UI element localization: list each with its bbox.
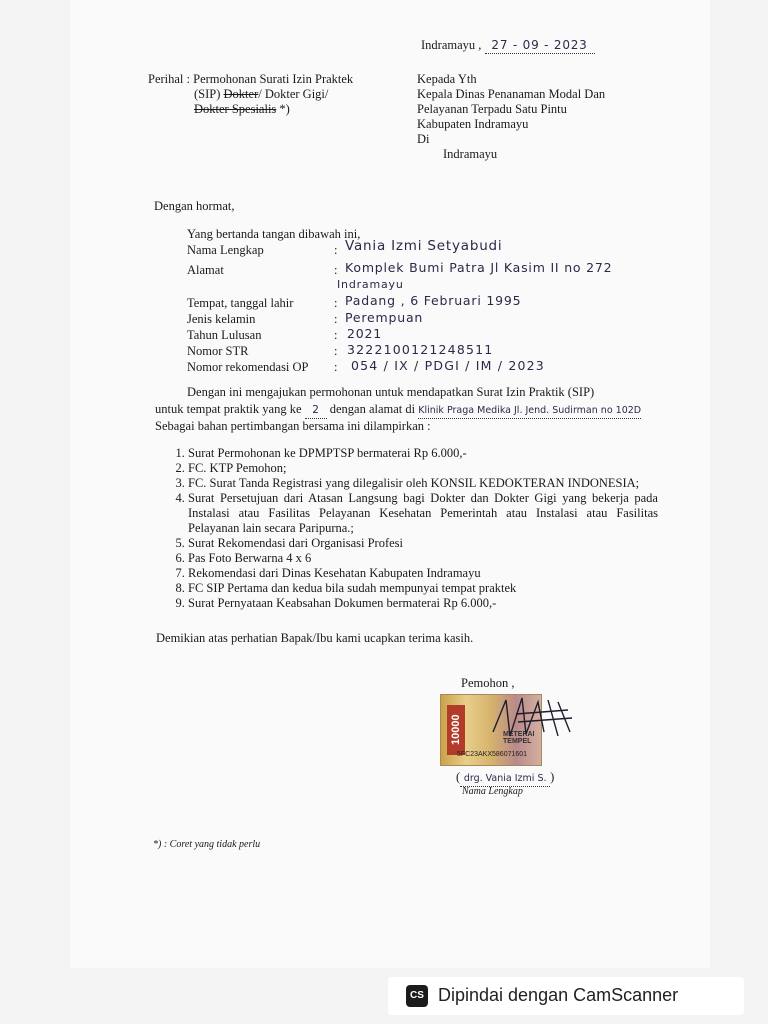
signature-caption: Nama Lengkap xyxy=(462,786,523,797)
stamp-value: 10000 xyxy=(447,705,465,755)
subject-strike-dokter: Dokter xyxy=(223,87,259,101)
closing: Demikian atas perhatian Bapak/Ibu kami ucapkan terima kasih. xyxy=(156,631,474,645)
subject-line2b: / Dokter Gigi/ xyxy=(258,87,329,101)
signature-title: Pemohon , xyxy=(461,676,515,690)
field-colon: : xyxy=(334,328,338,342)
subject-line2a: (SIP) xyxy=(194,87,224,101)
request-line3: Sebagai bahan pertimbangan bersama ini dilampirkan : xyxy=(155,419,431,433)
stamp-serial: 5FC23AKX586071601 xyxy=(457,751,528,758)
field-label: Nomor rekomendasi OP xyxy=(187,360,309,374)
field-label: Alamat xyxy=(187,263,224,277)
recipient-line6: Indramayu xyxy=(443,147,498,161)
recipient-line2: Kepala Dinas Penanaman Modal Dan xyxy=(417,87,606,101)
recipient-line5: Di xyxy=(417,132,430,146)
attachment-item: 3. FC. Surat Tanda Registrasi yang dilegalisir oleh KONSIL KEDOKTERAN INDONESIA; xyxy=(188,476,658,491)
field-value: 3222100121248511 xyxy=(347,342,494,357)
field-value: Indramayu xyxy=(337,278,404,291)
request-line2b: dengan alamat di xyxy=(329,402,416,416)
field-label: Tahun Lulusan xyxy=(187,328,262,342)
camscanner-text: Dipindai dengan CamScanner xyxy=(438,985,679,1005)
intro: Yang bertanda tangan dibawah ini, xyxy=(187,227,361,241)
footnote: *) : Coret yang tidak perlu xyxy=(153,839,261,850)
subject-block xyxy=(148,72,388,117)
attachment-item: 7. Rekomendasi dari Dinas Kesehatan Kabupaten Indramayu xyxy=(188,566,658,581)
field-value: Komplek Bumi Patra Jl Kasim II no 272 xyxy=(345,260,613,275)
signature-scribble xyxy=(488,692,578,742)
attachment-item: 5. Surat Rekomendasi dari Organisasi Profesi xyxy=(188,536,658,551)
request-line1: Dengan ini mengajukan permohonan untuk mendapatkan Surat Izin Praktik (SIP) xyxy=(187,385,595,399)
attachments-list xyxy=(170,446,658,611)
subject-strike-spesialis: Dokter Spesialis xyxy=(194,102,277,116)
camscanner-watermark xyxy=(388,977,744,1015)
attachment-item: 8. FC SIP Pertama dan kedua bila sudah mempunyai tempat praktek xyxy=(188,581,658,596)
field-row xyxy=(187,342,667,358)
camscanner-icon: CS xyxy=(406,985,428,1007)
field-label: Nomor STR xyxy=(187,344,249,358)
field-row xyxy=(187,293,667,310)
field-value: 2021 xyxy=(347,326,383,341)
field-colon: : xyxy=(334,263,338,277)
field-colon: : xyxy=(334,243,338,257)
field-row xyxy=(187,310,667,326)
field-row xyxy=(187,260,667,278)
field-colon: : xyxy=(334,296,338,310)
attachment-item: 4. Surat Persetujuan dari Atasan Langsung bagi Dokter dan Dokter Gigi yang bekerja pada Instalasi atau Fasilitas Pelayanan Kesehatan Pemerintah atau Instalasi atau Fasilitas Pelayanan lain secara Paripurna.; xyxy=(188,491,658,536)
field-row xyxy=(187,238,667,260)
field-row xyxy=(187,278,667,293)
date-line xyxy=(421,38,621,54)
field-colon: : xyxy=(334,344,338,358)
field-row xyxy=(187,358,667,374)
field-value: 054 / IX / PDGI / IM / 2023 xyxy=(351,358,545,373)
fields-block xyxy=(187,238,667,374)
field-value: Perempuan xyxy=(345,310,424,325)
practice-ordinal: 2 xyxy=(305,403,327,419)
paren-close: ) xyxy=(550,770,555,784)
attachment-item: 6. Pas Foto Berwarna 4 x 6 xyxy=(188,551,658,566)
attachment-item: 2. FC. KTP Pemohon; xyxy=(188,461,658,476)
stamp-label-1: METERAI xyxy=(503,731,535,738)
paren-open: ( xyxy=(456,770,461,784)
field-row xyxy=(187,326,667,342)
practice-address: Klinik Praga Medika Jl. Jend. Sudirman no 102D xyxy=(418,403,641,419)
signer-name: drg. Vania Izmi S. xyxy=(460,771,550,787)
field-label: Jenis kelamin xyxy=(187,312,256,326)
recipient-line4: Kabupaten Indramayu xyxy=(417,117,529,131)
date: 27 - 09 - 2023 xyxy=(485,38,595,54)
recipient-block xyxy=(417,72,647,162)
request-line2a: untuk tempat praktik yang ke xyxy=(155,402,302,416)
attachment-item: 1. Surat Permohonan ke DPMPTSP bermaterai Rp 6.000,- xyxy=(188,446,658,461)
subject-line1: Permohonan Surati Izin Praktek xyxy=(193,72,354,86)
subject-line3b: *) xyxy=(276,102,290,116)
request-line2 xyxy=(155,402,715,419)
field-colon: : xyxy=(334,360,338,374)
recipient-line3: Pelayanan Terpadu Satu Pintu xyxy=(417,102,567,116)
stamp-label-2: TEMPEL xyxy=(503,738,532,745)
greeting: Dengan hormat, xyxy=(154,199,235,213)
field-value: Vania Izmi Setyabudi xyxy=(345,238,503,254)
subject-label: Perihal : xyxy=(148,72,191,86)
field-label: Nama Lengkap xyxy=(187,243,264,257)
field-value: Padang , 6 Februari 1995 xyxy=(345,293,522,308)
field-colon: : xyxy=(334,312,338,326)
recipient-line1: Kepada Yth xyxy=(417,72,477,86)
field-label: Tempat, tanggal lahir xyxy=(187,296,294,310)
place: Indramayu , xyxy=(421,38,482,52)
attachment-item: 9. Surat Pernyataan Keabsahan Dokumen bermaterai Rp 6.000,- xyxy=(188,596,658,611)
